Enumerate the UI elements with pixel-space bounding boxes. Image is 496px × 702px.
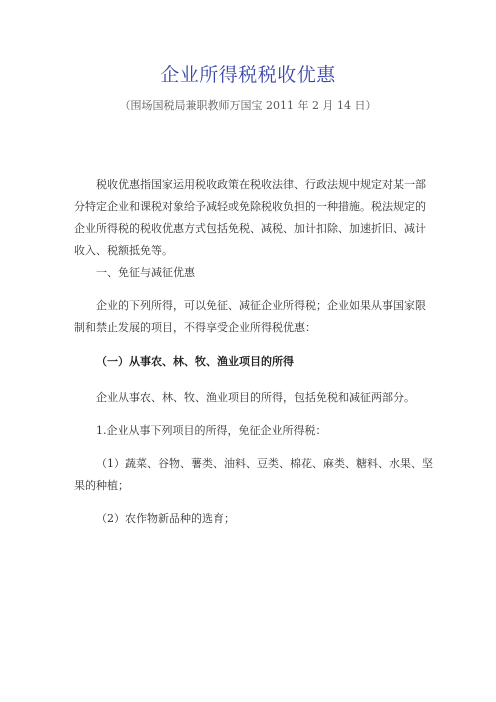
subsection-heading: （一）从事农、林、牧、渔业项目的所得 xyxy=(96,355,294,368)
body-paragraph: 企业的下列所得，可以免征、减征企业所得税；企业如果从事国家限制和禁止发展的项目，不得享受企业所得税优惠： xyxy=(74,299,426,334)
list-intro: 1.企业从事下列项目的所得，免征企业所得税： xyxy=(96,424,327,437)
list-item: （2）农作物新品种的选育； xyxy=(96,512,235,525)
document-subtitle: （围场国税局兼职教师万国宝 2011 年 2 月 14 日） xyxy=(119,99,377,112)
body-paragraph: 企业从事农、林、牧、渔业项目的所得，包括免税和减征两部分。 xyxy=(96,391,415,404)
section-heading: 一、免征与减征优惠 xyxy=(96,266,195,279)
document-title: 企业所得税税收优惠 xyxy=(160,64,336,86)
list-item: （1）蔬菜、谷物、薯类、油料、豆类、棉花、麻类、糖料、水果、坚果的种植； xyxy=(74,457,433,492)
intro-paragraph: 税收优惠指国家运用税收政策在税收法律、行政法规中规定对某一部分特定企业和课税对象给予减轻或免除税收负担的一种措施。税法规定的企业所得税的税收优惠方式包括免税、减税、加计扣除、加速折旧、减计收入、税额抵免等。 xyxy=(74,178,426,257)
